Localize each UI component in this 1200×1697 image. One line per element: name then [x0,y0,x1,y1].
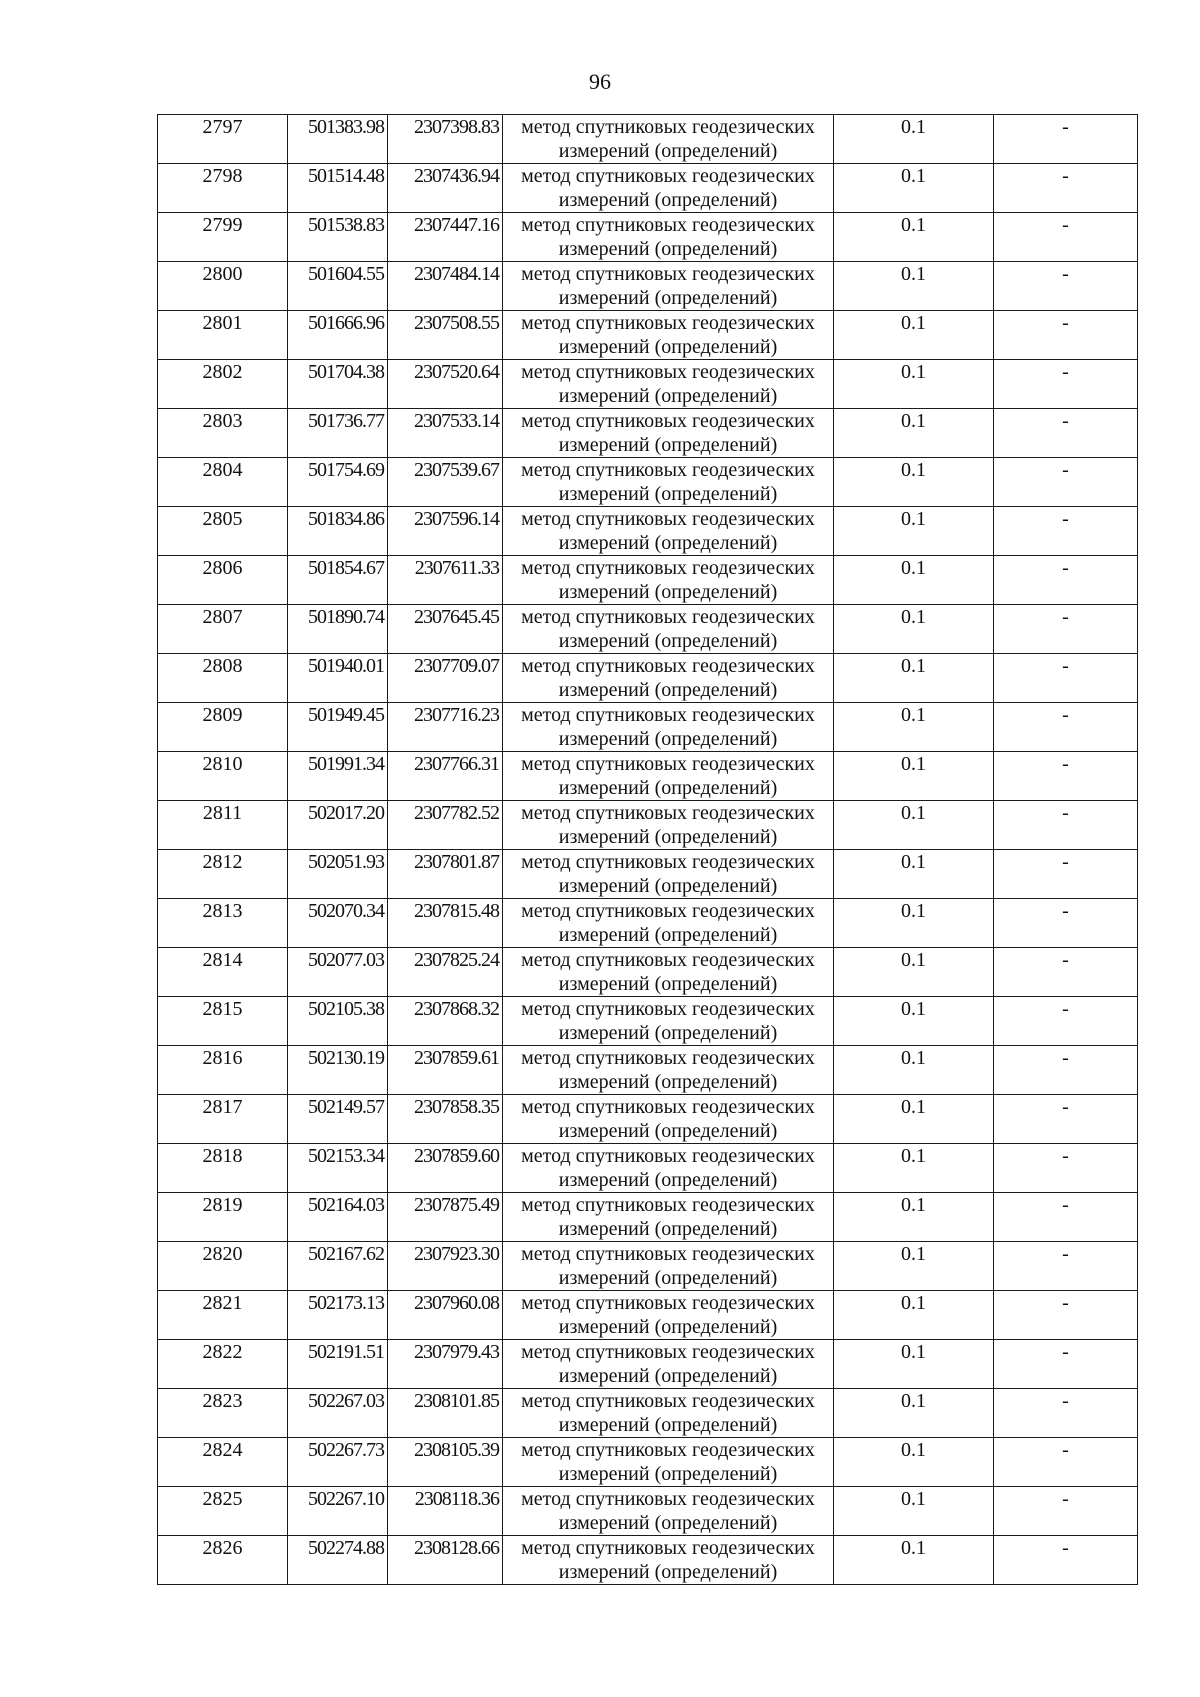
table-row [158,409,1138,458]
x-coordinate-cell: 502173.13 [288,1291,388,1340]
note-cell: - [994,899,1138,948]
accuracy-cell: 0.1 [834,899,994,948]
y-coordinate-cell: 2308128.66 [388,1536,503,1585]
table-row [158,360,1138,409]
method-line-1: метод спутниковых геодезических [521,1145,815,1167]
method-line-2: измерений (определений) [558,385,778,407]
y-coordinate-cell: 2307596.14 [388,507,503,556]
method-cell [503,115,834,164]
table-row [158,1389,1138,1438]
x-coordinate-cell: 502153.34 [288,1144,388,1193]
table-row [158,1340,1138,1389]
x-coordinate-cell: 502167.62 [288,1242,388,1291]
point-number-cell: 2799 [158,213,288,262]
note-cell: - [994,556,1138,605]
y-coordinate-cell: 2307508.55 [388,311,503,360]
accuracy-cell: 0.1 [834,703,994,752]
method-line-2: измерений (определений) [558,287,778,309]
note-cell: - [994,164,1138,213]
x-coordinate-cell: 501890.74 [288,605,388,654]
y-coordinate-cell: 2307923.30 [388,1242,503,1291]
method-cell [503,1438,834,1487]
x-coordinate-cell: 501949.45 [288,703,388,752]
method-line-1: метод спутниковых геодезических [521,704,815,726]
point-number-cell: 2809 [158,703,288,752]
point-number-cell: 2801 [158,311,288,360]
y-coordinate-cell: 2307875.49 [388,1193,503,1242]
y-coordinate-cell: 2307520.64 [388,360,503,409]
table-row [158,213,1138,262]
method-line-1: метод спутниковых геодезических [521,263,815,285]
accuracy-cell: 0.1 [834,801,994,850]
table-row [158,997,1138,1046]
point-number-cell: 2819 [158,1193,288,1242]
method-cell [503,1144,834,1193]
y-coordinate-cell: 2307960.08 [388,1291,503,1340]
point-number-cell: 2804 [158,458,288,507]
accuracy-cell: 0.1 [834,507,994,556]
method-cell [503,899,834,948]
method-line-2: измерений (определений) [558,1071,778,1093]
table-row [158,948,1138,997]
y-coordinate-cell: 2307979.43 [388,1340,503,1389]
point-number-cell: 2816 [158,1046,288,1095]
y-coordinate-cell: 2307859.60 [388,1144,503,1193]
y-coordinate-cell: 2307484.14 [388,262,503,311]
method-line-1: метод спутниковых геодезических [521,1488,815,1510]
x-coordinate-cell: 501604.55 [288,262,388,311]
table-row [158,1242,1138,1291]
note-cell: - [994,458,1138,507]
accuracy-cell: 0.1 [834,409,994,458]
point-number-cell: 2797 [158,115,288,164]
method-cell [503,654,834,703]
method-cell [503,997,834,1046]
method-line-2: измерений (определений) [558,581,778,603]
method-line-2: измерений (определений) [558,973,778,995]
note-cell: - [994,311,1138,360]
method-line-1: метод спутниковых геодезических [521,116,815,138]
table-row [158,164,1138,213]
table-row [158,115,1138,164]
note-cell: - [994,360,1138,409]
y-coordinate-cell: 2307611.33 [388,556,503,605]
point-number-cell: 2824 [158,1438,288,1487]
table-row [158,311,1138,360]
method-cell [503,262,834,311]
note-cell: - [994,1340,1138,1389]
point-number-cell: 2822 [158,1340,288,1389]
x-coordinate-cell: 502017.20 [288,801,388,850]
note-cell: - [994,1242,1138,1291]
note-cell: - [994,1046,1138,1095]
accuracy-cell: 0.1 [834,1389,994,1438]
method-cell [503,311,834,360]
note-cell: - [994,262,1138,311]
note-cell: - [994,752,1138,801]
method-cell [503,1242,834,1291]
accuracy-cell: 0.1 [834,1291,994,1340]
accuracy-cell: 0.1 [834,850,994,899]
y-coordinate-cell: 2307766.31 [388,752,503,801]
x-coordinate-cell: 501538.83 [288,213,388,262]
point-number-cell: 2806 [158,556,288,605]
method-line-1: метод спутниковых геодезических [521,312,815,334]
x-coordinate-cell: 502105.38 [288,997,388,1046]
method-line-1: метод спутниковых геодезических [521,361,815,383]
method-line-1: метод спутниковых геодезических [521,165,815,187]
accuracy-cell: 0.1 [834,1193,994,1242]
method-cell [503,507,834,556]
x-coordinate-cell: 502267.73 [288,1438,388,1487]
y-coordinate-cell: 2308118.36 [388,1487,503,1536]
table-row [158,1487,1138,1536]
method-line-1: метод спутниковых геодезических [521,655,815,677]
table-row [158,556,1138,605]
method-cell [503,213,834,262]
y-coordinate-cell: 2307539.67 [388,458,503,507]
x-coordinate-cell: 502191.51 [288,1340,388,1389]
note-cell: - [994,1193,1138,1242]
accuracy-cell: 0.1 [834,1438,994,1487]
x-coordinate-cell: 501736.77 [288,409,388,458]
method-line-2: измерений (определений) [558,483,778,505]
note-cell: - [994,1487,1138,1536]
note-cell: - [994,605,1138,654]
table-row [158,1046,1138,1095]
note-cell: - [994,654,1138,703]
x-coordinate-cell: 502274.88 [288,1536,388,1585]
point-number-cell: 2805 [158,507,288,556]
point-number-cell: 2817 [158,1095,288,1144]
method-line-1: метод спутниковых геодезических [521,214,815,236]
point-number-cell: 2818 [158,1144,288,1193]
method-cell [503,458,834,507]
method-cell [503,360,834,409]
point-number-cell: 2821 [158,1291,288,1340]
method-line-2: измерений (определений) [558,1512,778,1534]
accuracy-cell: 0.1 [834,948,994,997]
method-line-2: измерений (определений) [558,924,778,946]
method-line-1: метод спутниковых геодезических [521,410,815,432]
y-coordinate-cell: 2307533.14 [388,409,503,458]
accuracy-cell: 0.1 [834,1487,994,1536]
method-line-2: измерений (определений) [558,875,778,897]
accuracy-cell: 0.1 [834,311,994,360]
point-number-cell: 2811 [158,801,288,850]
x-coordinate-cell: 502267.03 [288,1389,388,1438]
method-line-2: измерений (определений) [558,728,778,750]
point-number-cell: 2798 [158,164,288,213]
coordinates-table [157,114,1138,1585]
y-coordinate-cell: 2307447.16 [388,213,503,262]
method-line-2: измерений (определений) [558,532,778,554]
accuracy-cell: 0.1 [834,458,994,507]
method-line-2: измерений (определений) [558,1561,778,1583]
table-row [158,1095,1138,1144]
method-line-2: измерений (определений) [558,1120,778,1142]
note-cell: - [994,703,1138,752]
x-coordinate-cell: 502149.57 [288,1095,388,1144]
method-line-1: метод спутниковых геодезических [521,1537,815,1559]
method-line-1: метод спутниковых геодезических [521,1096,815,1118]
method-line-1: метод спутниковых геодезических [521,459,815,481]
method-line-2: измерений (определений) [558,1022,778,1044]
y-coordinate-cell: 2308105.39 [388,1438,503,1487]
method-line-2: измерений (определений) [558,630,778,652]
x-coordinate-cell: 501991.34 [288,752,388,801]
method-line-2: измерений (определений) [558,336,778,358]
x-coordinate-cell: 501754.69 [288,458,388,507]
method-cell [503,164,834,213]
y-coordinate-cell: 2307815.48 [388,899,503,948]
point-number-cell: 2815 [158,997,288,1046]
accuracy-cell: 0.1 [834,213,994,262]
table-row [158,507,1138,556]
method-line-1: метод спутниковых геодезических [521,900,815,922]
method-line-2: измерений (определений) [558,1463,778,1485]
method-line-2: измерений (определений) [558,679,778,701]
accuracy-cell: 0.1 [834,360,994,409]
method-line-2: измерений (определений) [558,434,778,456]
method-cell [503,1046,834,1095]
accuracy-cell: 0.1 [834,1046,994,1095]
method-line-2: измерений (определений) [558,1218,778,1240]
method-line-1: метод спутниковых геодезических [521,1243,815,1265]
point-number-cell: 2825 [158,1487,288,1536]
note-cell: - [994,213,1138,262]
y-coordinate-cell: 2307436.94 [388,164,503,213]
table-row [158,1193,1138,1242]
note-cell: - [994,948,1138,997]
accuracy-cell: 0.1 [834,1095,994,1144]
accuracy-cell: 0.1 [834,605,994,654]
table-row [158,1536,1138,1585]
accuracy-cell: 0.1 [834,1144,994,1193]
table-row [158,1291,1138,1340]
method-line-2: измерений (определений) [558,1365,778,1387]
point-number-cell: 2814 [158,948,288,997]
table-row [158,850,1138,899]
method-cell [503,1095,834,1144]
method-line-2: измерений (определений) [558,1414,778,1436]
method-line-1: метод спутниковых геодезических [521,508,815,530]
method-line-1: метод спутниковых геодезических [521,1047,815,1069]
table-row [158,899,1138,948]
method-line-2: измерений (определений) [558,1169,778,1191]
y-coordinate-cell: 2307868.32 [388,997,503,1046]
method-cell [503,1340,834,1389]
method-line-1: метод спутниковых геодезических [521,802,815,824]
x-coordinate-cell: 502051.93 [288,850,388,899]
x-coordinate-cell: 502267.10 [288,1487,388,1536]
point-number-cell: 2823 [158,1389,288,1438]
accuracy-cell: 0.1 [834,997,994,1046]
method-cell [503,1487,834,1536]
method-cell [503,1389,834,1438]
y-coordinate-cell: 2307858.35 [388,1095,503,1144]
method-cell [503,703,834,752]
y-coordinate-cell: 2307398.83 [388,115,503,164]
point-number-cell: 2808 [158,654,288,703]
x-coordinate-cell: 501940.01 [288,654,388,703]
point-number-cell: 2807 [158,605,288,654]
table-row [158,752,1138,801]
table-row [158,262,1138,311]
x-coordinate-cell: 502077.03 [288,948,388,997]
y-coordinate-cell: 2308101.85 [388,1389,503,1438]
table-row [158,654,1138,703]
method-line-1: метод спутниковых геодезических [521,753,815,775]
method-line-1: метод спутниковых геодезических [521,1194,815,1216]
method-cell [503,605,834,654]
note-cell: - [994,850,1138,899]
x-coordinate-cell: 501704.38 [288,360,388,409]
note-cell: - [994,801,1138,850]
x-coordinate-cell: 501666.96 [288,311,388,360]
table-row [158,605,1138,654]
accuracy-cell: 0.1 [834,556,994,605]
x-coordinate-cell: 501383.98 [288,115,388,164]
method-cell [503,801,834,850]
method-cell [503,409,834,458]
accuracy-cell: 0.1 [834,164,994,213]
table-row [158,703,1138,752]
method-line-1: метод спутниковых геодезических [521,851,815,873]
accuracy-cell: 0.1 [834,752,994,801]
y-coordinate-cell: 2307825.24 [388,948,503,997]
method-line-1: метод спутниковых геодезических [521,949,815,971]
table-row [158,458,1138,507]
point-number-cell: 2826 [158,1536,288,1585]
method-line-1: метод спутниковых геодезических [521,1292,815,1314]
method-line-1: метод спутниковых геодезических [521,1390,815,1412]
x-coordinate-cell: 501834.86 [288,507,388,556]
method-line-2: измерений (определений) [558,826,778,848]
method-cell [503,850,834,899]
coordinates-table-body [158,115,1138,1585]
accuracy-cell: 0.1 [834,1242,994,1291]
note-cell: - [994,507,1138,556]
table-row [158,1438,1138,1487]
note-cell: - [994,997,1138,1046]
x-coordinate-cell: 502130.19 [288,1046,388,1095]
method-line-1: метод спутниковых геодезических [521,1341,815,1363]
method-line-1: метод спутниковых геодезических [521,557,815,579]
x-coordinate-cell: 501514.48 [288,164,388,213]
x-coordinate-cell: 502164.03 [288,1193,388,1242]
x-coordinate-cell: 502070.34 [288,899,388,948]
method-line-2: измерений (определений) [558,1267,778,1289]
x-coordinate-cell: 501854.67 [288,556,388,605]
table-row [158,801,1138,850]
note-cell: - [994,1291,1138,1340]
point-number-cell: 2812 [158,850,288,899]
accuracy-cell: 0.1 [834,1536,994,1585]
method-line-2: измерений (определений) [558,189,778,211]
point-number-cell: 2813 [158,899,288,948]
note-cell: - [994,1536,1138,1585]
accuracy-cell: 0.1 [834,115,994,164]
note-cell: - [994,409,1138,458]
y-coordinate-cell: 2307859.61 [388,1046,503,1095]
note-cell: - [994,1438,1138,1487]
y-coordinate-cell: 2307645.45 [388,605,503,654]
note-cell: - [994,1389,1138,1438]
method-line-2: измерений (определений) [558,238,778,260]
method-line-1: метод спутниковых геодезических [521,1439,815,1461]
method-line-2: измерений (определений) [558,140,778,162]
method-line-2: измерений (определений) [558,1316,778,1338]
note-cell: - [994,1144,1138,1193]
y-coordinate-cell: 2307716.23 [388,703,503,752]
method-cell [503,1536,834,1585]
method-cell [503,1193,834,1242]
method-cell [503,1291,834,1340]
y-coordinate-cell: 2307801.87 [388,850,503,899]
method-cell [503,752,834,801]
accuracy-cell: 0.1 [834,262,994,311]
accuracy-cell: 0.1 [834,1340,994,1389]
point-number-cell: 2803 [158,409,288,458]
method-line-2: измерений (определений) [558,777,778,799]
method-cell [503,948,834,997]
page-number: 96 [589,69,611,94]
table-row [158,1144,1138,1193]
method-line-1: метод спутниковых геодезических [521,606,815,628]
point-number-cell: 2800 [158,262,288,311]
method-line-1: метод спутниковых геодезических [521,998,815,1020]
point-number-cell: 2810 [158,752,288,801]
method-cell [503,556,834,605]
point-number-cell: 2802 [158,360,288,409]
y-coordinate-cell: 2307782.52 [388,801,503,850]
accuracy-cell: 0.1 [834,654,994,703]
point-number-cell: 2820 [158,1242,288,1291]
y-coordinate-cell: 2307709.07 [388,654,503,703]
note-cell: - [994,1095,1138,1144]
note-cell: - [994,115,1138,164]
